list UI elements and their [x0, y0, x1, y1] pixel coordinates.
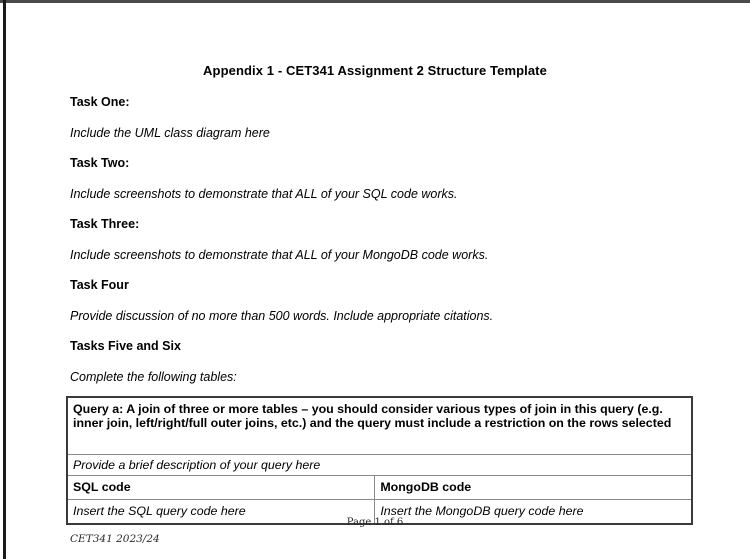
- sql-code-placeholder: Insert the SQL query code here: [73, 504, 246, 518]
- query-description-cell[interactable]: [67, 455, 692, 476]
- task-two-body: Include screenshots to demonstrate that ALL of your SQL code works.: [70, 187, 458, 201]
- task-four-body: Provide discussion of no more than 500 words. Include appropriate citations.: [70, 309, 494, 323]
- task-three-body: Include screenshots to demonstrate that ALL of your MongoDB code works.: [70, 248, 489, 262]
- tasks-five-six-heading: Tasks Five and Six: [70, 339, 181, 353]
- table-row-description: [67, 455, 692, 476]
- query-title-cell: [67, 397, 692, 455]
- query-description-placeholder: Provide a brief description of your query here: [73, 458, 321, 472]
- page-edge-top: [0, 0, 750, 3]
- page-title: Appendix 1 - CET341 Assignment 2 Structure Template: [203, 63, 547, 78]
- table-row-query-title: [67, 397, 692, 455]
- sql-code-header-label: SQL code: [73, 480, 131, 494]
- sql-code-header-cell: [67, 476, 375, 500]
- mongodb-code-placeholder: Insert the MongoDB query code here: [380, 504, 584, 518]
- task-one-body: Include the UML class diagram here: [70, 126, 270, 140]
- tasks-five-six-body: Complete the following tables:: [70, 370, 237, 384]
- query-template-table: [66, 396, 693, 525]
- task-one-heading: Task One:: [70, 95, 130, 109]
- mongodb-code-header-cell: [375, 476, 692, 500]
- query-title-text: Query a: A join of three or more tables – you should consider various types of join in this query (e.g. inner join, left/right/full outer joins, etc.) and the query must include a restriction on the rows selected: [73, 402, 672, 431]
- document-footer-label: CET341 2023/24: [70, 533, 160, 545]
- task-three-heading: Task Three:: [70, 217, 140, 231]
- task-four-heading: Task Four: [70, 278, 129, 292]
- task-two-heading: Task Two:: [70, 156, 130, 170]
- page-edge-left: [3, 0, 6, 559]
- mongodb-code-header-label: MongoDB code: [380, 480, 472, 494]
- table-row-column-headers: [67, 476, 692, 500]
- page-number-footer: Page 1 of 6: [346, 517, 404, 528]
